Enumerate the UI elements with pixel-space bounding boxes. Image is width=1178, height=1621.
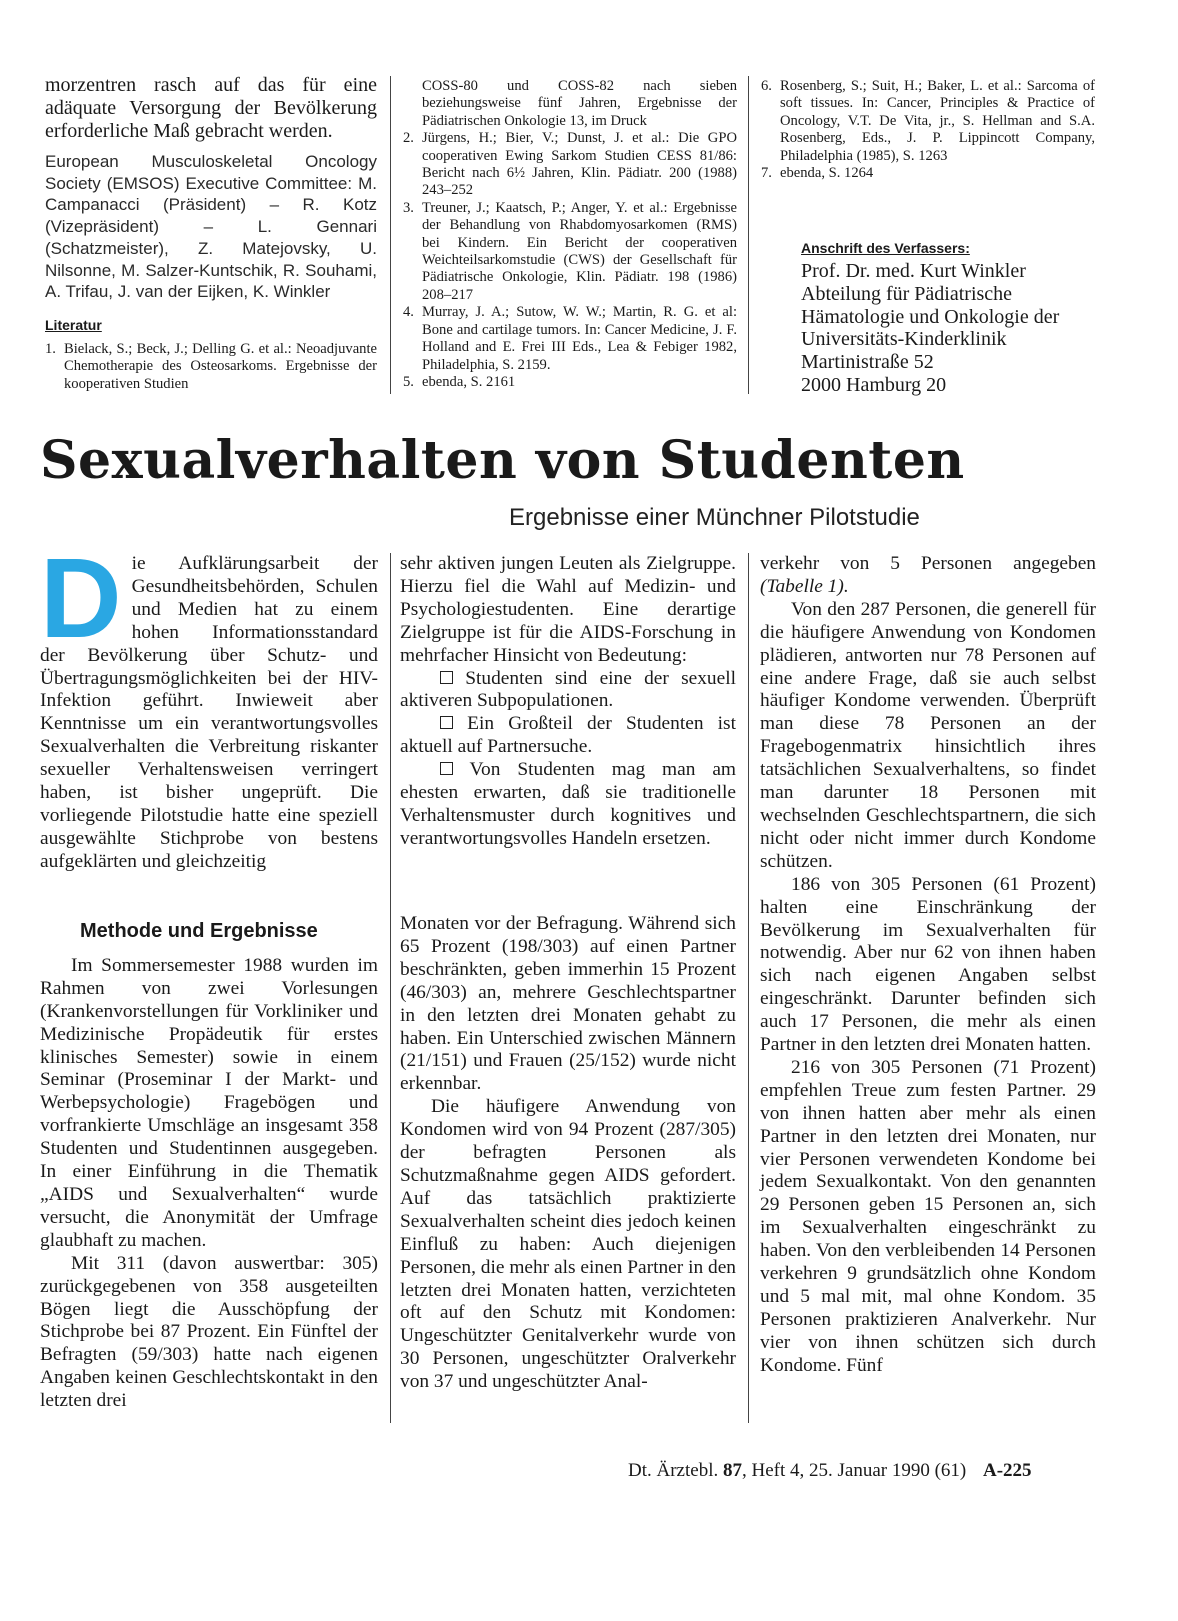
page-footer: [628, 1460, 1032, 1482]
top-column-2: [403, 78, 737, 391]
article-subtitle: Ergebnisse einer Münchner Pilotstudie: [509, 504, 920, 531]
article-column-1-intro: [40, 535, 378, 874]
article-column-3: [760, 553, 1096, 1378]
reference-item: [403, 130, 737, 200]
intro-paragraph-continued: sehr aktiven jungen Leuten als Zielgruppe. Hierzu fiel die Wahl auf Medizin- und Psychologiestudenten. Eine derartige Zielgruppe ist für die AIDS-Forschung in mehrfacher Hinsicht von Bedeutung:: [400, 553, 736, 666]
reference-number: 6.: [761, 78, 772, 94]
body-paragraph: 216 von 305 Personen (71 Prozent) empfehlen Treue zum festen Partner. 29 von ihnen hatten aber mehr als einen Partner in den letzten drei Monaten, nur vier Personen verwendeten Kondome bei jedem Sexualkontakt. Von den genannten 29 Personen geben 15 Personen an, sich im Sexualverhalten eingeschränkt zu haben. Von den verbleibenden 14 Personen verkehren 9 grundsätzlich ohne Kondom und 5 mal mit, mal ohne Kondom. 35 Personen praktizieren Analverkehr. Nur vier von ihnen schützen sich durch Kondome. Fünf: [760, 1056, 1096, 1376]
body-paragraph: Die häufigere Anwendung von Kondomen wird von 94 Prozent (287/305) der befragten Personen als Schutzmaßnahme gegen AIDS gefordert. Auf das tatsächlich praktizierte Sexualverhalten scheint dies jedoch keinen Einfluß zu haben: Auch diejenigen Personen, die mehr als einen Partner in den letzten drei Monaten hatten, verzichteten oft auf den Schutz mit Kondomen: Ungeschützter Genitalverkehr wurde von 30 Personen, ungeschützter Oralverkehr von 37 und ungeschützter Anal-: [400, 1096, 737, 1393]
reference-text: ebenda, S. 1264: [780, 165, 874, 182]
article-title: Sexualverhalten von Studenten: [40, 430, 965, 491]
top-column-3: [761, 78, 1095, 182]
reference-number: 5.: [403, 373, 414, 390]
reference-text: Jürgens, H.; Bier, V.; Dunst, J. et al.: Die GPO cooperativen Ewing Sarkom Studien CESS 81/86: Bericht nach 6½ Jahren, Klin. Pädiatr. 200 (1988) 243–252: [422, 130, 737, 199]
author-address: [801, 240, 1101, 397]
intro-paragraph: ie Aufklärungsarbeit der Gesundheitsbehörden, Schulen und Medien hat zu einem hohen Informationsstandard der Bevölkerung über Schutz- und Übertragungsmöglichkeiten bei der HIV-Infektion geführt. Inwieweit aber Kenntnisse um ein verantwortungsvolles Sexualverhalten die Verbreitung riskanter sexueller Verhaltensweisen verringert haben, ist bisher ungeprüft. Die vorliegende Pilotstudie hatte eine speziell ausgewählte Stichprobe von bestens aufgeklärten und gleichzeitig: [40, 553, 378, 872]
article-column-2-intro: [400, 553, 736, 851]
section-heading: Methode und Ergebnisse: [80, 920, 318, 942]
reference-text: ebenda, S. 2161: [422, 373, 516, 390]
article-column-1-methods: [40, 920, 378, 1413]
journal-volume: 87: [722, 1460, 742, 1481]
checkbox-bullet-icon: [440, 762, 453, 775]
reference-number: 2.: [403, 130, 414, 147]
reference-item: [403, 200, 737, 304]
body-paragraph: Im Sommersemester 1988 wurden im Rahmen von zwei Vorlesungen (Krankenvorstellungen für Vorkliniker und Medizinische Propädeutik für erstes klinisches Semester) sowie in einem Seminar (Proseminar I der Markt- und Werbepsychologie) Fragebögen und vorfrankierte Umschläge an insgesamt 358 Studenten und Studentinnen ausgegeben. In einer Einführung in die Thematik „AIDS und Sexualverhalten“ wurde versucht, die Anonymität der Umfrage glaubhaft zu machen.: [40, 954, 378, 1251]
column-divider: [390, 553, 391, 1423]
address-line: Martinistraße 52: [801, 351, 934, 374]
reference-item: [403, 374, 737, 391]
reference-text: Bielack, S.; Beck, J.; Delling G. et al.: Neoadjuvante Chemotherapie des Osteosarkoms. Ergebnisse der kooperativen Studien: [64, 340, 377, 392]
column-divider: [390, 76, 391, 394]
reference-text: Rosenberg, S.; Suit, H.; Baker, L. et al.: Sarcoma of soft tissues. In: Cancer, Principles & Practice of Oncology, V.T. De Vita, jr., S. Hellman and S.A. Rosenberg, Eds., J. P. Lippincott Company, Philadelphia (1985), S. 1263: [780, 78, 1095, 164]
emsos-committee: European Musculoskeletal Oncology Society (EMSOS) Executive Committee: M. Campanacci (Präsident) – R. Kotz (Vizepräsident) – L. Gennari (Schatzmeister), Z. Matejovsky, U. Nilsonne, M. Salzer-Kuntschik, R. Souhami, A. Trifau, J. van der Eijken, K. Winkler: [45, 152, 377, 302]
address-heading: Anschrift des Verfassers:: [801, 240, 970, 256]
reference-text: Murray, J. A.; Sutow, W. W.; Martin, R. G. et al: Bone and cartilage tumors. In: Cancer Medicine, J. F. Holland and E. Frei III Eds., Lea & Febiger 1982, Philadelphia, S. 2159.: [422, 304, 737, 373]
reference-number: 4.: [403, 304, 414, 321]
page-number: A-225: [983, 1460, 1032, 1481]
checkbox-bullet-icon: [440, 671, 453, 684]
body-paragraph: Mit 311 (davon auswertbar: 305) zurückgegebenen von 358 ausgeteilten Bögen liegt die Ausschöpfung der Stichprobe bei 87 Prozent. Ein Fünftel der Befragten (59/303) hatte nach eigenen Angaben keinen Geschlechtskontakt in den letzten drei: [40, 1252, 378, 1412]
address-line: 2000 Hamburg 20: [801, 373, 947, 396]
reference-item: [403, 78, 737, 130]
reference-item: [45, 341, 377, 393]
address-line: Abteilung für Pädiatrische: [801, 282, 1013, 305]
bullet-item: Studenten sind eine der sexuell aktiveren Subpopulationen.: [400, 667, 736, 712]
article-column-2-results: [400, 913, 736, 1394]
column-divider: [748, 553, 749, 1423]
column-divider: [748, 76, 749, 394]
journal-name: Dt. Ärztebl.: [628, 1460, 723, 1481]
literatur-heading: Literatur: [45, 316, 102, 333]
drop-cap: D: [40, 535, 122, 661]
reference-number: [403, 78, 422, 130]
reference-item: [761, 78, 1095, 165]
reference-text: Treuner, J.; Kaatsch, P.; Anger, Y. et al.: Ergebnisse der Behandlung von Rhabdomyosarkomen (RMS) bei Kindern. Ein Bericht der cooperativen Weichteilsarkomstudie (CWS) der Gesellschaft für Pädiatrische Onkologie, Klin. Pädiatr. 198 (1986) 208–217: [422, 199, 737, 303]
table-reference: (Tabelle 1).: [760, 575, 849, 597]
reference-item: [761, 165, 1095, 182]
reference-item: [403, 304, 737, 374]
body-paragraph: 186 von 305 Personen (61 Prozent) halten eine Einschränkung der Bevölkerung im Sexualverhalten für notwendig. Aber nur 62 von ihnen haben sich nach eigenen Angaben selbst eingeschränkt. Darunter befinden sich auch 17 Personen, die mehr als einen Partner in den letzten drei Monaten hatten.: [760, 873, 1096, 1056]
reference-number: 3.: [403, 199, 414, 216]
reference-text: COSS-80 und COSS-82 nach sieben beziehungsweise fünf Jahren, Ergebnisse der Pädiatrischen Onkologie 13, im Druck: [422, 78, 737, 129]
address-line: Prof. Dr. med. Kurt Winkler: [801, 260, 1026, 282]
top-continuation-text: morzentren rasch auf das für eine adäquate Versorgung der Bevölkerung erforderliche Maß gebracht werden.: [45, 74, 377, 142]
bullet-item: Von Studenten mag man am ehesten erwarten, daß sie traditionelle Verhaltensmuster durch kognitives und verantwortungsvolles Handeln ersetzen.: [400, 759, 737, 849]
journal-issue: , Heft 4, 25. Januar 1990 (61): [741, 1460, 967, 1481]
reference-number: 7.: [761, 165, 772, 182]
reference-number: 1.: [45, 340, 56, 357]
body-paragraph: Von den 287 Personen, die generell für die häufigere Anwendung von Kondomen plädieren, antworten nur 78 Personen auf eine andere Frage, daß sie auch selbst häufiger Kondome verwenden. Überprüft man diese 78 Personen an der Fragebogenmatrix hinsichtlich ihres tatsächlichen Sexualverhaltens, so findet man darunter 18 Personen mit wechselnden Geschlechtspartnern, die sich nicht oder nicht immer durch Kondome schützen.: [760, 598, 1096, 872]
checkbox-bullet-icon: [440, 716, 453, 729]
top-column-1: [45, 74, 377, 393]
address-line: Hämatologie und Onkologie der: [801, 305, 1060, 328]
body-paragraph: Monaten vor der Befragung. Während sich 65 Prozent (198/303) auf einen Partner beschränkten, geben immerhin 15 Prozent (46/303) an, mehrere Geschlechtspartner in den letzten drei Monaten gehabt zu haben. Ein Unterschied zwischen Männern (21/151) und Frauen (25/152) wurde nicht erkennbar.: [400, 913, 736, 1095]
bullet-item: Ein Großteil der Studenten ist aktuell auf Partnersuche.: [400, 713, 736, 758]
body-paragraph: verkehr von 5 Personen angegeben (Tabelle 1).: [760, 553, 1096, 597]
address-line: Universitäts-Kinderklinik: [801, 328, 1007, 351]
